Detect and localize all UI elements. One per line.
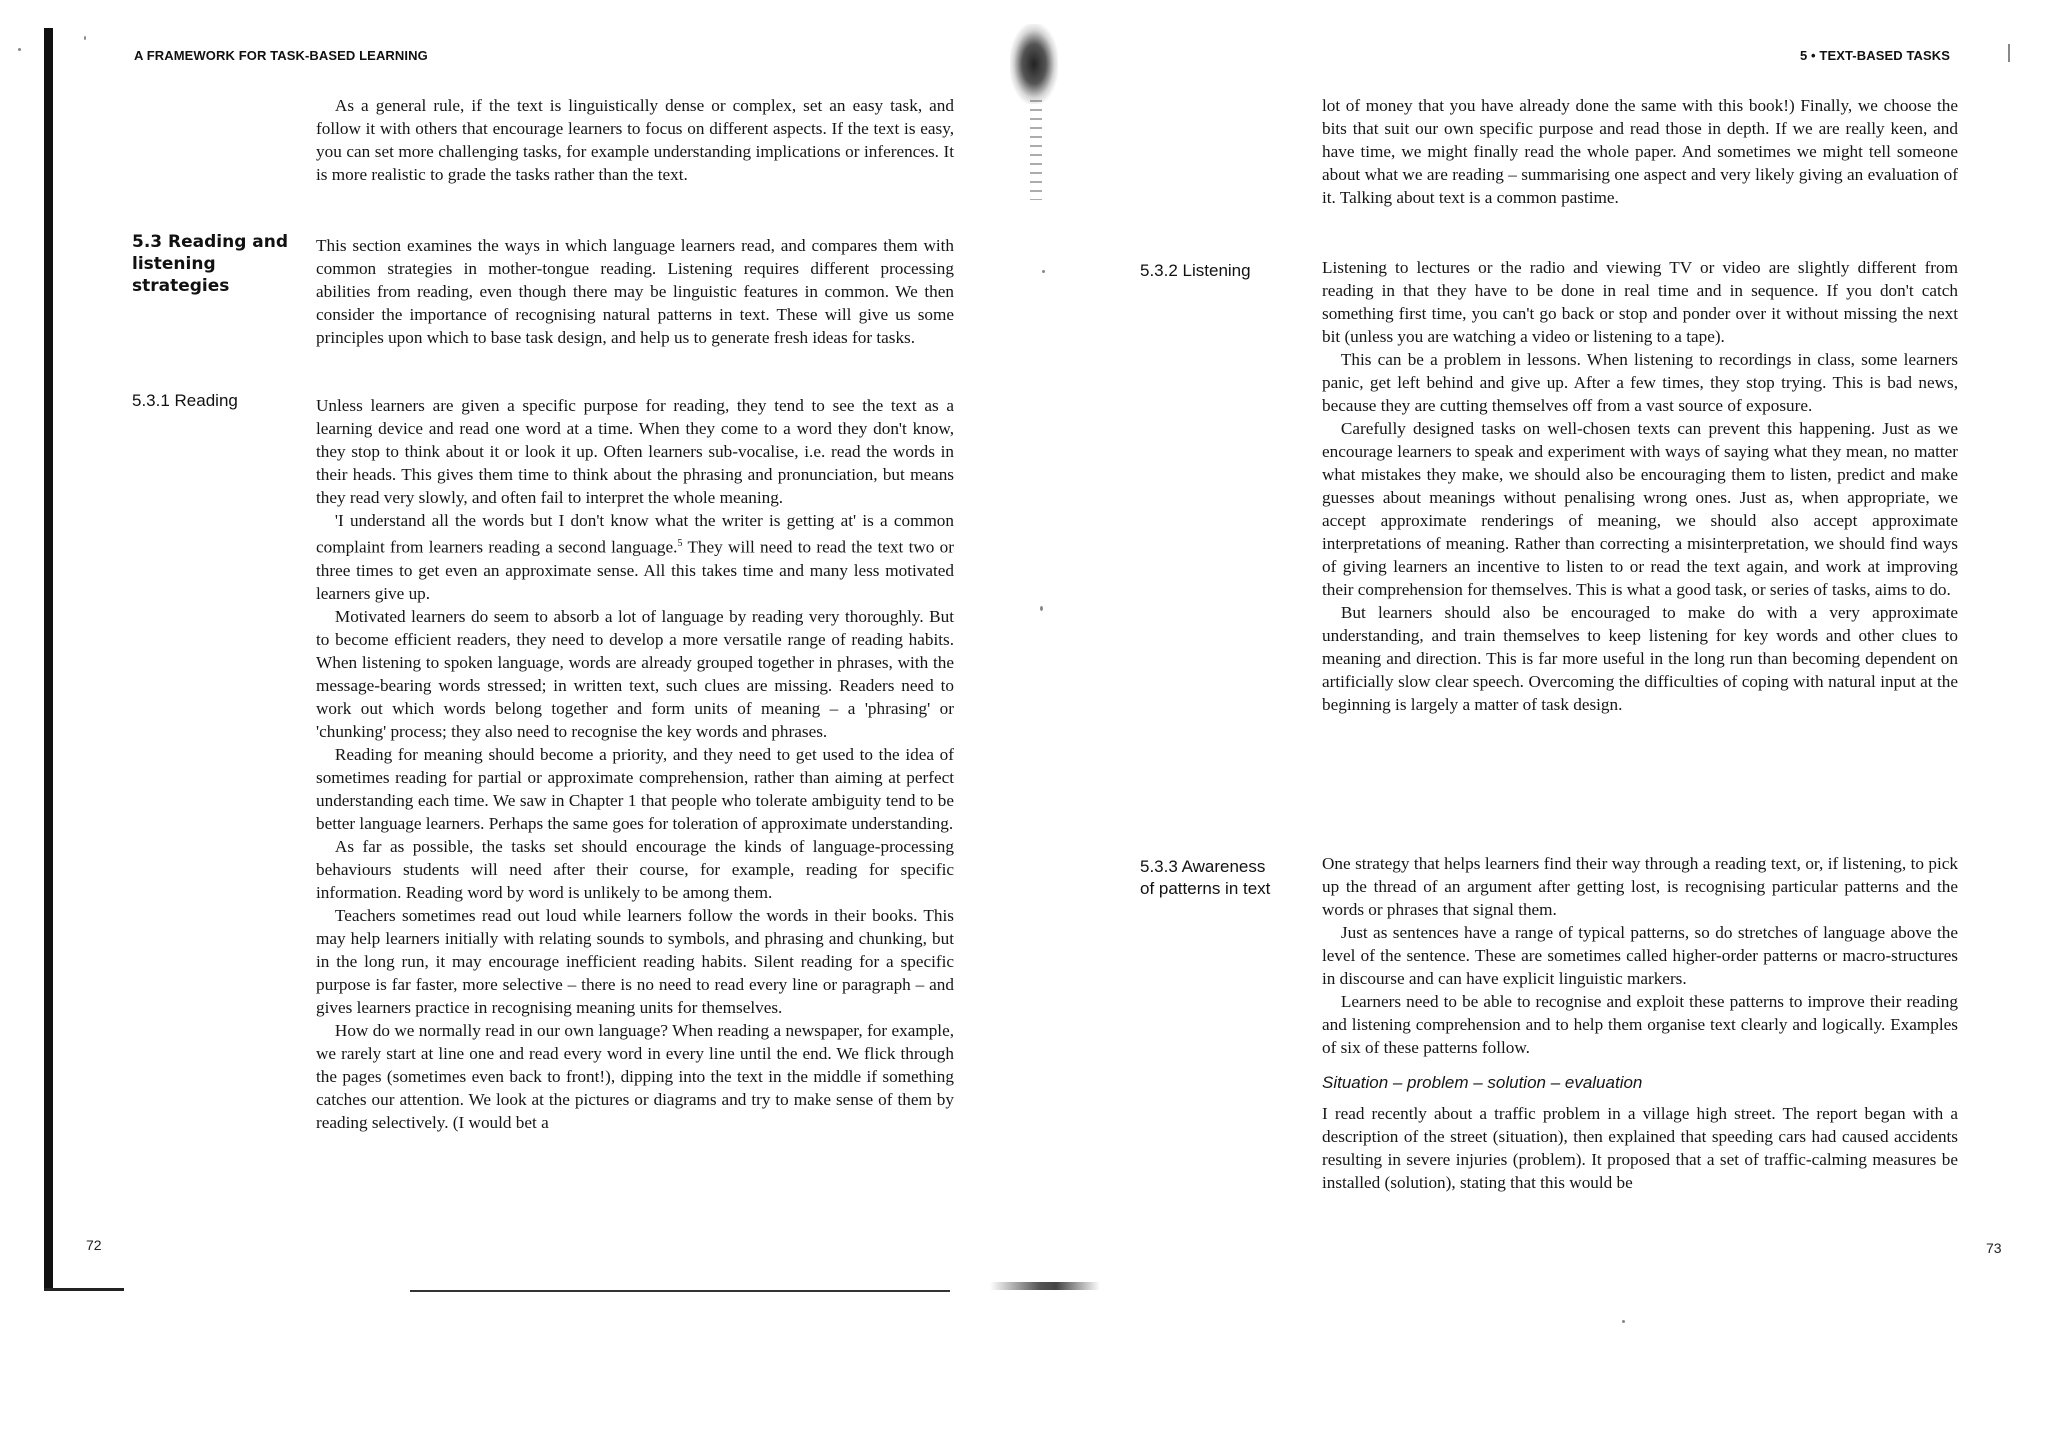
- paragraph: Carefully designed tasks on well-chosen texts can prevent this happening. Just as we encourage learners to speak and experiment with ways of saying what they mean, no matter what mistakes they make, we should also be encouraging them to listen, predict and make guesses about meanings without penalising wrong ones. Just as, when appropriate, we accept approximate renderings of meaning, we should also accept approximate interpretations of meaning. Rather than correcting a misinterpretation, we should find ways of giving learners an incentive to listen to or read the text again, and work at improving their comprehension for themselves. This is what a good task, or series of tasks, aims to do.: [1322, 419, 1958, 599]
- running-head-right: 5 • TEXT-BASED TASKS: [1800, 48, 1951, 63]
- quote-sentence: 'I understand all the words but I don't know what the writer is getting at' is a common complaint from learners reading a second language.: [316, 511, 954, 557]
- paragraph: Listening to lectures or the radio and viewing TV or video are slightly different from reading in that they have to be done in real time and in sequence. If you don't catch something first time, you can't go back or stop and ponder over it without missing the next bit (unless you are watching a video or listening to a tape).: [1322, 258, 1958, 346]
- paragraph: lot of money that you have already done the same with this book!) Finally, we choose the bits that suit our own specific purpose and read those in depth. If we are really keen, and have time, we might finally read the whole paper. And sometimes we might tell someone about what we are reading – summarising one aspect and very likely giving an evaluation of it. Talking about text is a common pastime.: [1322, 96, 1958, 207]
- subheading-line: 5.3.3 Awareness: [1140, 857, 1266, 876]
- patterns-text: [1322, 852, 1958, 1194]
- paragraph: Just as sentences have a range of typical patterns, so do stretches of language above the level of the sentence. These are sometimes called higher-order patterns or macro-structures in discourse and can have explicit linguistic markers.: [1322, 923, 1958, 988]
- section-heading: 5.3 Reading and listening strategies: [132, 232, 289, 296]
- subheading-patterns: [1140, 856, 1270, 900]
- subheading-reading: 5.3.1 Reading: [132, 391, 238, 410]
- paragraph: As a general rule, if the text is linguistically dense or complex, set an easy task, and follow it with others that encourage learners to focus on different aspects. If the text is easy, you can set more challenging tasks, for example understanding implications or inferences. It is more realistic to grade the tasks rather than the text.: [316, 96, 954, 184]
- scan-speck: [1622, 1320, 1625, 1323]
- scan-speck: [18, 48, 21, 51]
- scan-speck: [2008, 44, 2010, 62]
- paragraph: Teachers sometimes read out loud while learners follow the words in their books. This may help learners initially with relating sounds to symbols, and phrasing and chunking, but in the long run, it may encourage inefficient reading habits. Silent reading for a specific purpose is far faster, more selective – there is no need to read every line or paragraph – and gives learners practice in recognising meaning units for themselves.: [316, 905, 954, 1017]
- scan-speck: [1040, 606, 1043, 611]
- running-head-left: A FRAMEWORK FOR TASK-BASED LEARNING: [134, 48, 428, 63]
- continued-paragraph: [1322, 94, 1958, 209]
- section-intro: [316, 234, 954, 349]
- paragraph: One strategy that helps learners find their way through a reading text, or, if listening, to pick up the thread of an argument after getting lost, is recognising particular patterns and the words or phrases that signal them.: [1322, 854, 1958, 919]
- gutter-noise: [1030, 100, 1042, 200]
- bottom-rule-center: [410, 1290, 950, 1292]
- scan-speck: [1042, 270, 1045, 273]
- scan-speck: [84, 36, 86, 40]
- gutter-smudge: [1010, 24, 1058, 104]
- paragraph: This can be a problem in lessons. When listening to recordings in class, some learners panic, get left behind and give up. After a few times, they stop trying. This is bad news, because they are cutting themselves off from a vast source of exposure.: [1322, 350, 1958, 415]
- page-number-right: 73: [1986, 1240, 2002, 1256]
- paragraph: As far as possible, the tasks set should encourage the kinds of language-processing behaviours students will need after their course, for example, reading for specific information. Reading word by word is unlikely to be among them.: [316, 836, 954, 902]
- paragraph: But learners should also be encouraged to make do with a very approximate understanding, and train themselves to keep listening for key words and other clues to meaning and direction. This is far more useful in the long run than becoming dependent on artificially slow clear speech. Overcoming the difficulties of coping with natural input at the beginning is largely a matter of task design.: [1322, 603, 1958, 714]
- subheading-listening: 5.3.2 Listening: [1140, 261, 1251, 280]
- paragraph: Unless learners are given a specific purpose for reading, they tend to see the text as a learning device and read one word at a time. When they come to a word they don't know, they stop to think about it or look it up. Often learners sub-vocalise, i.e. read the words in their heads. This gives them time to think about the phrasing and pronunciation, but means they read very slowly, and often fail to interpret the whole meaning.: [316, 396, 954, 507]
- paragraph: This section examines the ways in which language learners read, and compares them with common strategies in mother-tongue reading. Listening requires different processing abilities from reading, even though there may be linguistic features in common. We then consider the importance of recognising natural patterns in text. These will give us some principles upon which to base task design, and help us to generate fresh ideas for tasks.: [316, 236, 954, 347]
- paragraph: [316, 509, 954, 605]
- paragraph: I read recently about a traffic problem in a village high street. The report began with a description of the street (situation), then explained that speeding cars had caused accidents resulting in severe injuries (problem). It proposed that a set of traffic-calming measures be installed (solution), stating that this would be: [1322, 1104, 1958, 1192]
- paragraph-continuation: They will need to read the text two or three times to get even an approximate sense. All this takes time and many less motivated learners give up.: [316, 537, 954, 603]
- intro-paragraph: [316, 94, 954, 186]
- reading-text: [316, 394, 954, 1134]
- bottom-gutter-smudge: [990, 1282, 1100, 1290]
- listening-text: [1322, 256, 1958, 716]
- bottom-rule-left: [44, 1288, 124, 1291]
- pattern-heading: Situation – problem – solution – evaluation: [1322, 1073, 1643, 1092]
- paragraph: How do we normally read in our own language? When reading a newspaper, for example, we rarely start at line one and read every word in every line until the end. We flick through the pages (sometimes even back to front!), dipping into the text in the middle if something catches our attention. We look at the pictures or diagrams and try to make sense of them by reading selectively. (I would bet a: [316, 1020, 954, 1132]
- page-number-left: 72: [86, 1237, 102, 1253]
- subheading-line: of patterns in text: [1140, 879, 1271, 898]
- paragraph: Learners need to be able to recognise and exploit these patterns to improve their reading and listening comprehension and to help them organise text clearly and logically. Examples of six of these patterns follow.: [1322, 992, 1958, 1057]
- paragraph: Reading for meaning should become a priority, and they need to get used to the idea of sometimes reading for partial or approximate comprehension, rather than aiming at perfect understanding each time. We saw in Chapter 1 that people who tolerate ambiguity tend to be better language learners. Perhaps the same goes for toleration of approximate understanding.: [316, 744, 954, 833]
- binding-shadow: [44, 28, 53, 1290]
- footnote-marker: 5: [677, 538, 683, 549]
- paragraph: Motivated learners do seem to absorb a lot of language by reading very thoroughly. But to become efficient readers, they need to develop a more versatile range of reading habits. When listening to spoken language, words are already grouped together in phrases, with the message-bearing words stressed; in written text, such clues are missing. Readers need to work out which words belong together and form units of meaning – a 'phrasing' or 'chunking' process; they also need to recognise the key words and phrases.: [316, 606, 954, 741]
